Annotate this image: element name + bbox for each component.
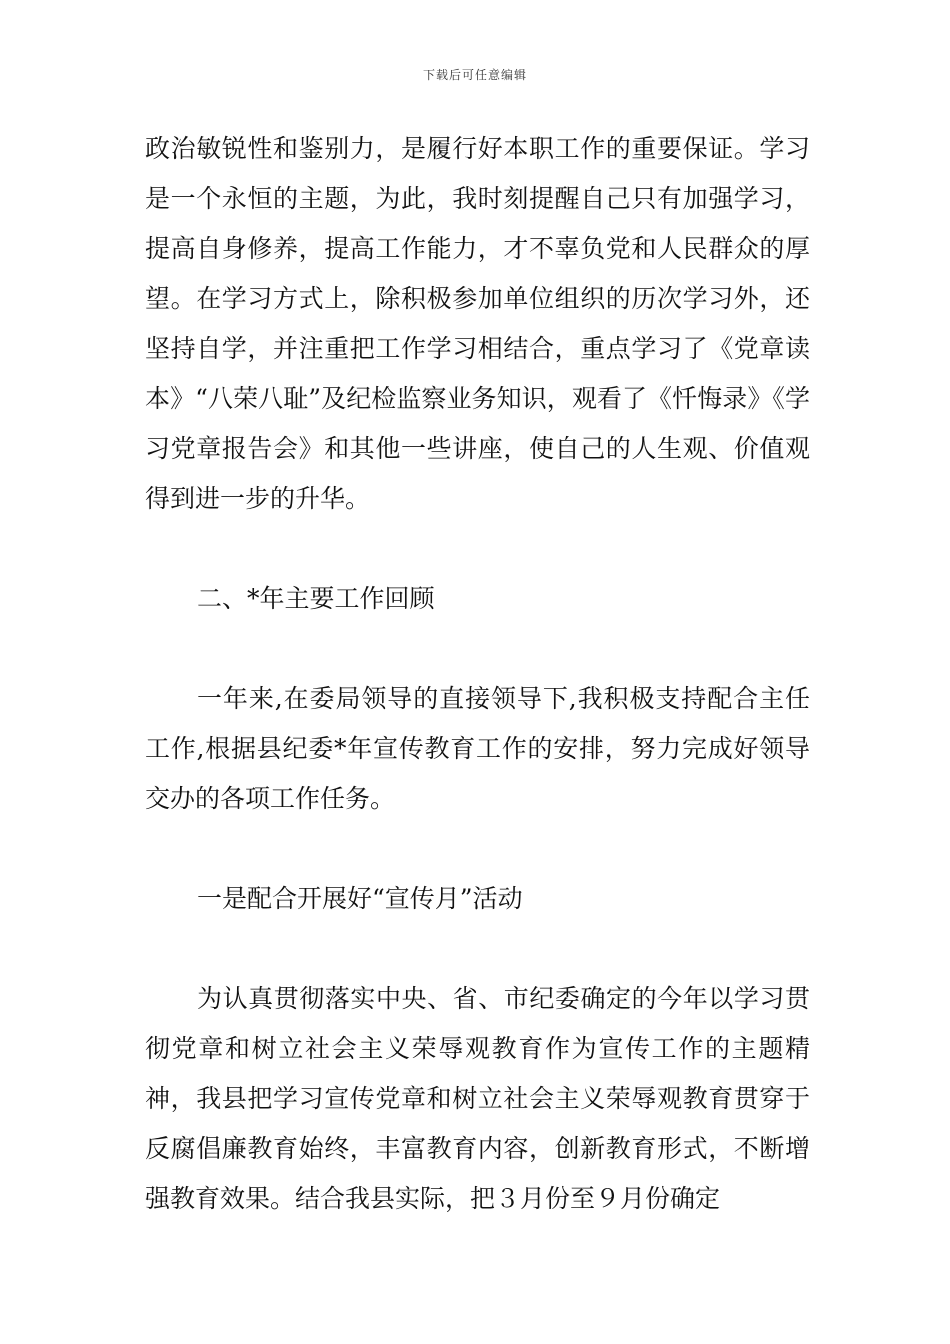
paragraph-year-summary: 一年来,在委局领导的直接领导下,我积极支持配合主任工作,根据县纪委*年宣传教育工作的安排，努力完成好领导交办的各项工作任务。 bbox=[145, 684, 810, 813]
page-header-note: 下载后可任意编辑 bbox=[422, 68, 527, 82]
subheading-publicity-month: 一是配合开展好“宣传月”活动 bbox=[197, 884, 523, 913]
document-body bbox=[145, 124, 810, 1224]
paragraph-publicity-details: 为认真贯彻落实中央、省、市纪委确定的今年以学习贯彻党章和树立社会主义荣辱观教育作为宣传工作的主题精神，我县把学习宣传党章和树立社会主义荣辱观教育贯穿于反腐倡廉教育始终，丰富教育内容，创新教育形式，不断增强教育效果。结合我县实际，把３月份至９月份确定 bbox=[145, 984, 810, 1213]
paragraph-study: 政治敏锐性和鉴别力，是履行好本职工作的重要保证。学习是一个永恒的主题，为此，我时刻提醒自己只有加强学习，提高自身修养，提高工作能力，才不辜负党和人民群众的厚望。在学习方式上，除积极参加单位组织的历次学习外，还坚持自学，并注重把工作学习相结合，重点学习了《党章读本》“八荣八耻”及纪检监察业务知识，观看了《忏悔录》《学习党章报告会》和其他一些讲座，使自己的人生观、价值观得到进一步的升华。 bbox=[145, 134, 810, 513]
section-heading-review: 二、*年主要工作回顾 bbox=[197, 584, 435, 613]
